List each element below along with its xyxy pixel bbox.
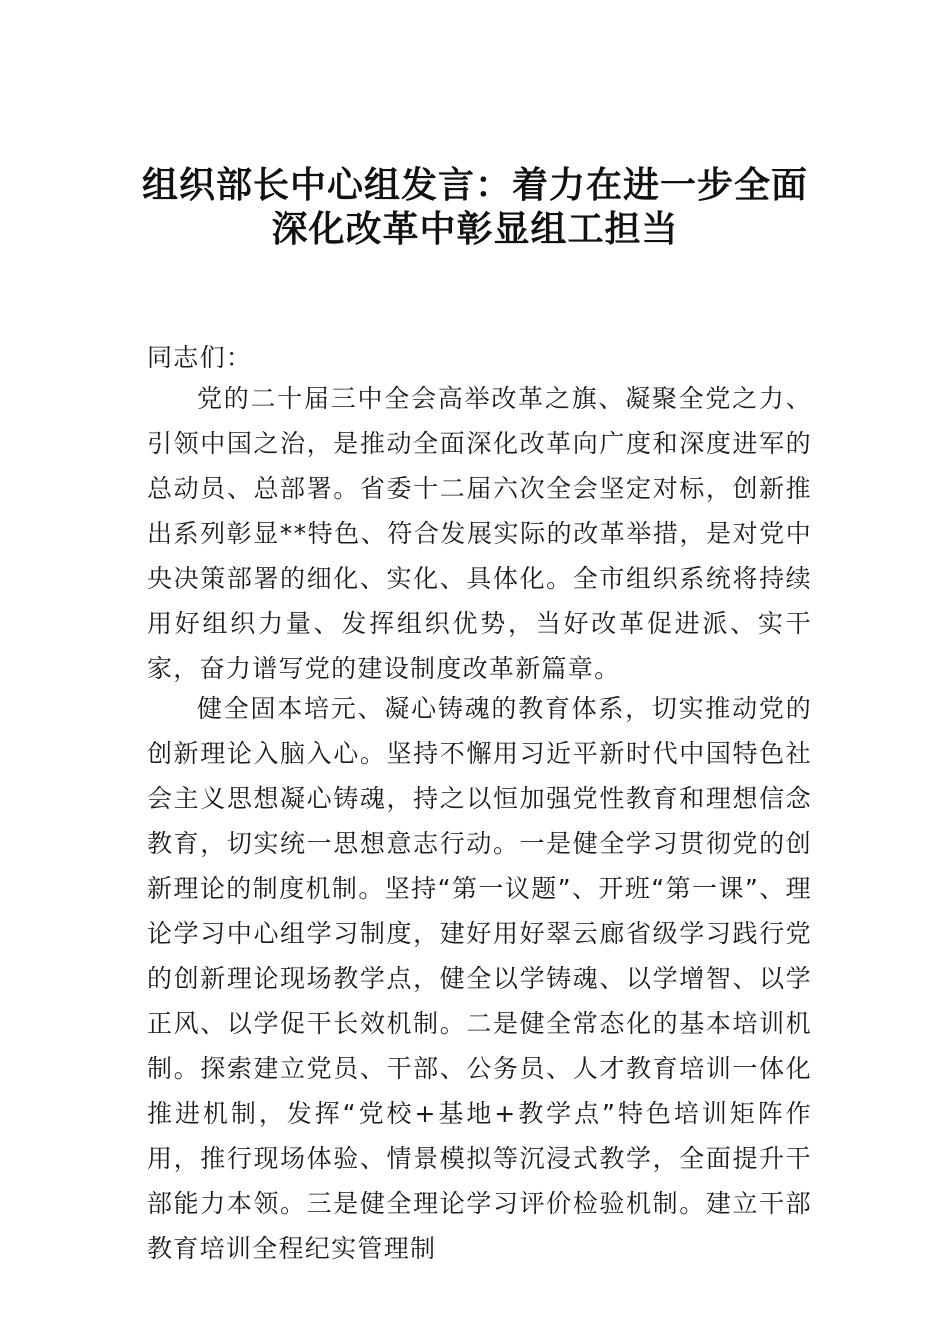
paragraph-1: 党的二十届三中全会高举改革之旗、凝聚全党之力、引领中国之治，是推动全面深化改革向广度和深度进军的总动员、总部署。省委十二届六次全会坚定对标，创新推出系列彰显**特色、符合发展实际的改革举措，是对党中央决策部署的细化、实化、具体化。全市组织系统将持续用好组织力量、发挥组织优势，当好改革促进派、实干家，奋力谱写党的建设制度改革新篇章。 <box>147 384 812 683</box>
document-title-line-2: 深化改革中彰显组工担当 <box>271 208 679 250</box>
document-title-line-1: 组织部长中心组发言：着力在进一步全面 <box>141 164 808 206</box>
paragraph-2: 健全固本培元、凝心铸魂的教育体系，切实推动党的创新理论入脑入心。坚持不懈用习近平新时代中国特色社会主义思想凝心铸魂，持之以恒加强党性教育和理想信念教育，切实统一思想意志行动。一是健全学习贯彻党的创新理论的制度机制。坚持“第一议题”、开班“第一课”、理论学习中心组学习制度，建好用好翠云廊省级学习践行党的创新理论现场教学点，健全以学铸魂、以学增智、以学正风、以学促干长效机制。二是健全常态化的基本培训机制。探索建立党员、干部、公务员、人才教育培训一体化推进机制，发挥“党校+基地+教学点”特色培训矩阵作用，推行现场体验、情景模拟等沉浸式教学，全面提升干部能力本领。三是健全理论学习评价检验机制。建立干部教育培训全程纪实管理制 <box>147 694 812 1263</box>
salutation: 同志们： <box>147 343 253 372</box>
